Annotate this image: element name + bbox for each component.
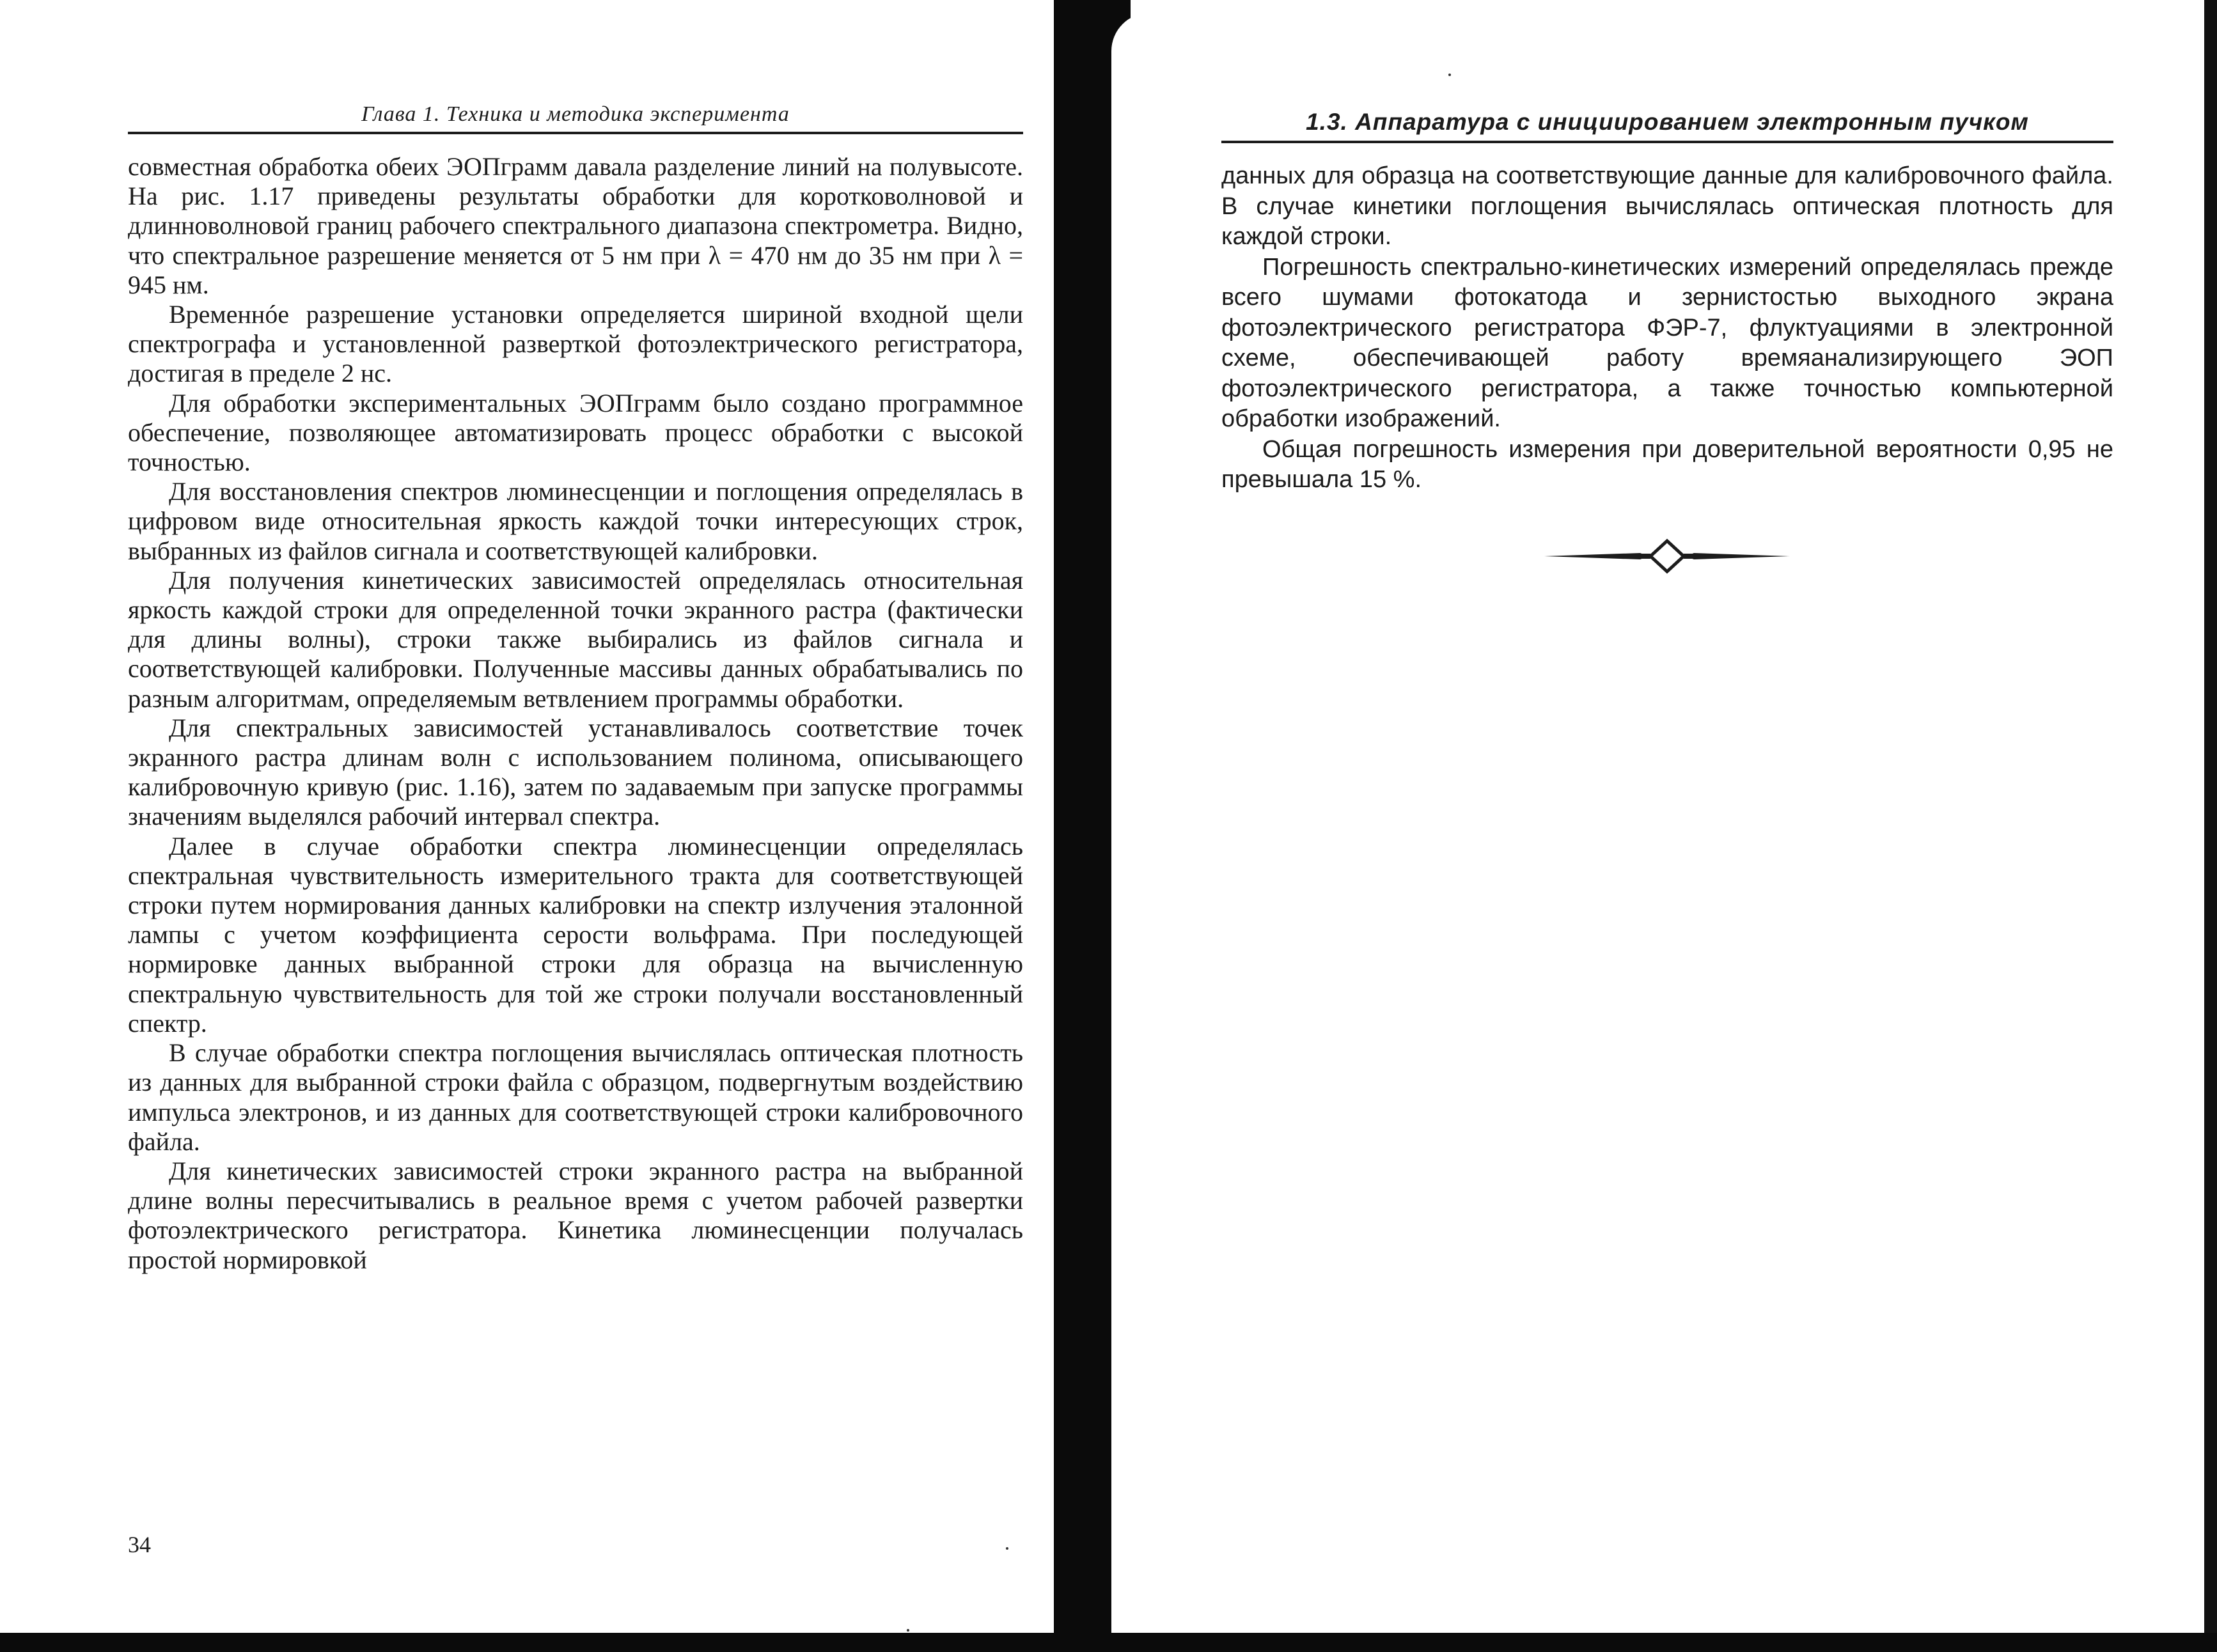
paragraph: Общая погрешность измерения при доверительной вероятности 0,95 не превышала 15 %. [1221, 435, 2113, 493]
paragraph: совместная обработка обеих ЭОПграмм давала разделение линий на полувысоте. На рис. 1.17 приведены результаты обработки для коротковолновой и длинноволновой границ рабочего спектрального диапазона спектрометра. Видно, что спектральное разрешение меняется от 5 нм при λ = 470 нм до 35 нм при λ = 945 нм. [128, 152, 1023, 299]
paragraph: Временнóе разрешение установки определяется шириной входной щели спектрографа и установленной разверткой фотоэлектрического регистратора, достигая в пределе 2 нс. [128, 300, 1023, 388]
page-number: 34 [128, 1532, 151, 1557]
paragraph: Для восстановления спектров люминесценции и поглощения определялась в цифровом виде относительная яркость каждой точки интересующих строк, выбранных из файлов сигнала и соответствующей калибровки. [128, 477, 1023, 565]
section-end-ornament-icon [1544, 537, 1790, 575]
scan-speck [907, 1629, 909, 1632]
paragraph: Погрешность спектрально-кинетических измерений определялась прежде всего шумами фотокатода и зернистостью выходного экрана фотоэлектрического регистратора ФЭР-7, флуктуациями в электронной схеме, обеспечивающей работу времяанализирующего ЭОП фотоэлектрического регистратора, а также точностью компьютерной обработки изображений. [1221, 253, 2113, 432]
left-page-content [128, 102, 1023, 1275]
right-body-text [1221, 161, 2113, 495]
paragraph: Для получения кинетических зависимостей определялась относительная яркость каждой строки для определенной точки экранного растра (фактически для длины волны), строки также выбирались из файлов сигнала и соответствующей калибровки. Полученные массивы данных обрабатывались по разным алгоритмам, определяемым ветвлением программы обработки. [128, 565, 1023, 713]
scan-speck [1006, 1547, 1008, 1550]
right-page [1111, 13, 2208, 1633]
left-running-head: Глава 1. Техника и методика эксперимента [128, 102, 1023, 134]
right-page-content [1221, 109, 2113, 495]
paragraph: В случае обработки спектра поглощения вычислялась оптическая плотность из данных для выбранной строки файла с образцом, подвергнутым воздействию импульса электронов, и из данных для соответствующей строки калибровочного файла. [128, 1038, 1023, 1156]
scan-speck [1448, 74, 1451, 76]
scan-bottom-edge [0, 1633, 2217, 1652]
scan-right-edge [2204, 0, 2217, 1652]
paragraph: данных для образца на соответствующие данные для калибровочного файла. В случае кинетики поглощения вычислялась оптическая плотность для каждой строки. [1221, 162, 2113, 250]
left-page [0, 0, 1081, 1633]
paragraph: Для обработки экспериментальных ЭОПграмм было создано программное обеспечение, позволяющее автоматизировать процесс обработки с высокой точностью. [128, 388, 1023, 477]
right-running-head: 1.3. Аппаратура с инициированием электронным пучком [1221, 109, 2113, 143]
paragraph: Для кинетических зависимостей строки экранного растра на выбранной длине волны пересчитывались в реальное время с учетом рабочей развертки фотоэлектрического регистратора. Кинетика люминесценции получалась простой нормировкой [128, 1156, 1023, 1274]
left-body-text [128, 152, 1023, 1275]
paragraph: Для спектральных зависимостей устанавливалось соответствие точек экранного растра длинам волн с использованием полинома, описывающего калибровочную кривую (рис. 1.16), затем по задаваемым при запуске программы значениям выделялся рабочий интервал спектра. [128, 713, 1023, 831]
paragraph: Далее в случае обработки спектра люминесценции определялась спектральная чувствительность измерительного тракта для соответствующей строки путем нормирования данных калибровки на спектр излучения эталонной лампы с учетом коэффициента серости вольфрама. При последующей нормировке данных выбранной строки для образца на вычисленную спектральную чувствительность для той же строки получали восстановленный спектр. [128, 831, 1023, 1038]
